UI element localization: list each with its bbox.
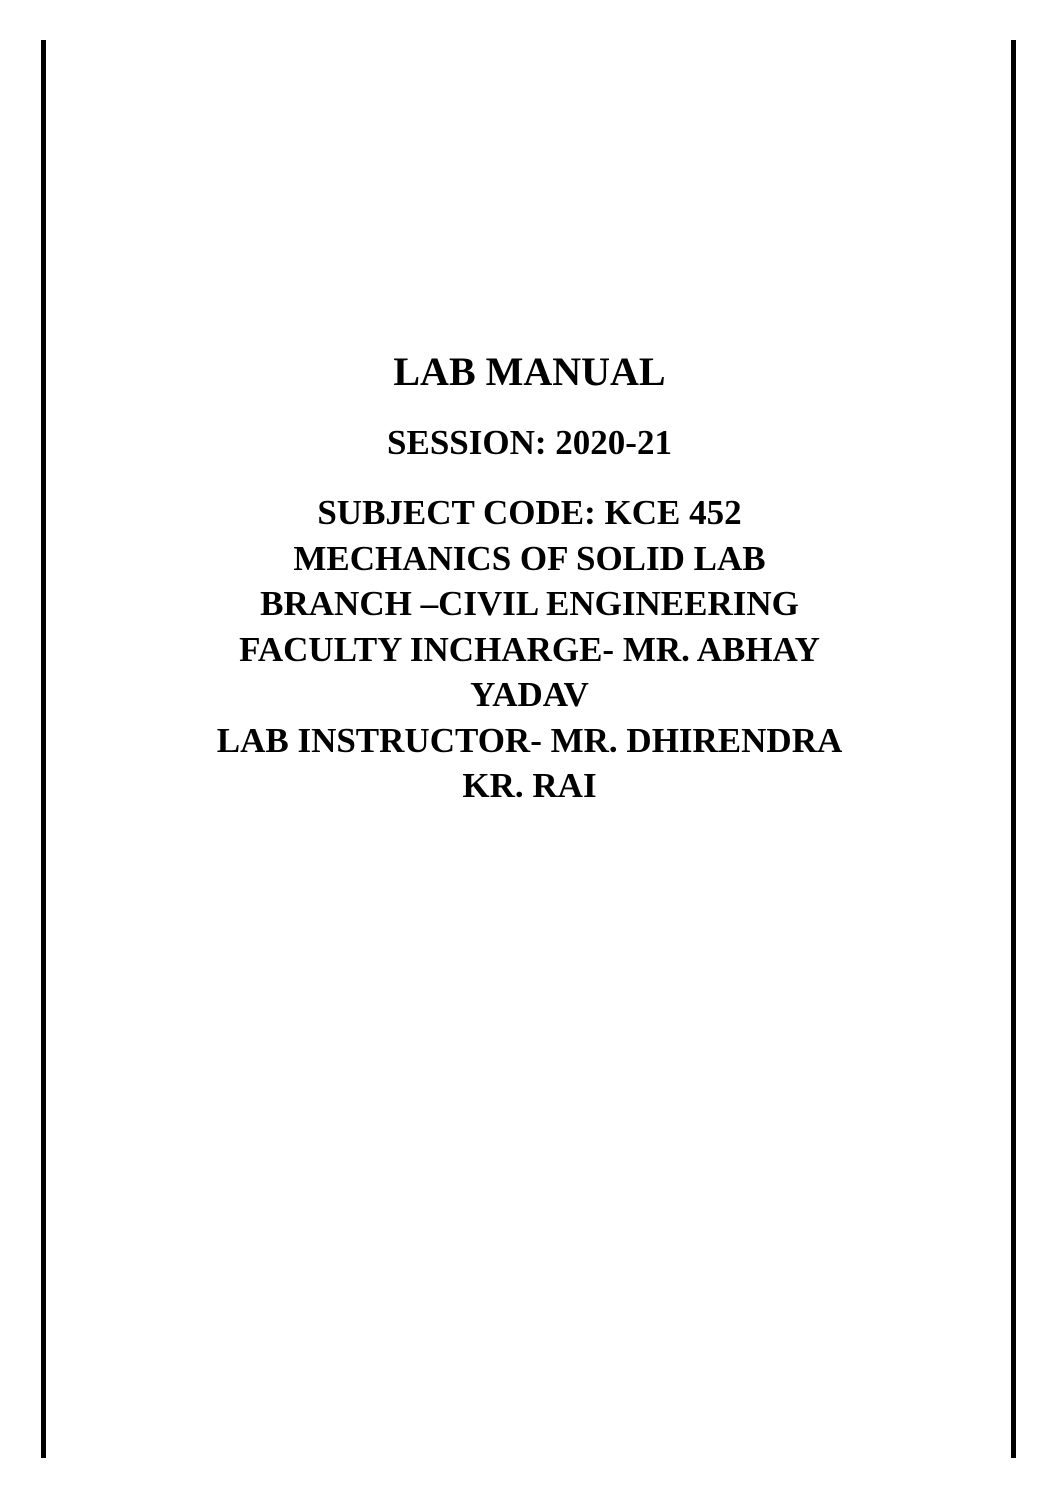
subject-name-line: MECHANICS OF SOLID LAB [293, 538, 766, 578]
subject-code-line: SUBJECT CODE: KCE 452 [317, 493, 742, 532]
faculty-incharge-line: FACULTY INCHARGE- MR. ABHAY [239, 629, 820, 669]
document-title: LAB MANUAL [393, 349, 666, 394]
faculty-incharge-continued-line: YADAV [470, 675, 589, 714]
session-heading: SESSION: 2020-21 [387, 423, 672, 462]
lab-instructor-line: LAB INSTRUCTOR- MR. DHIRENDRA [216, 720, 843, 760]
lab-instructor-continued-line: KR. RAI [462, 766, 597, 805]
branch-line: BRANCH –CIVIL ENGINEERING [260, 584, 799, 623]
details-block [0, 490, 1059, 809]
